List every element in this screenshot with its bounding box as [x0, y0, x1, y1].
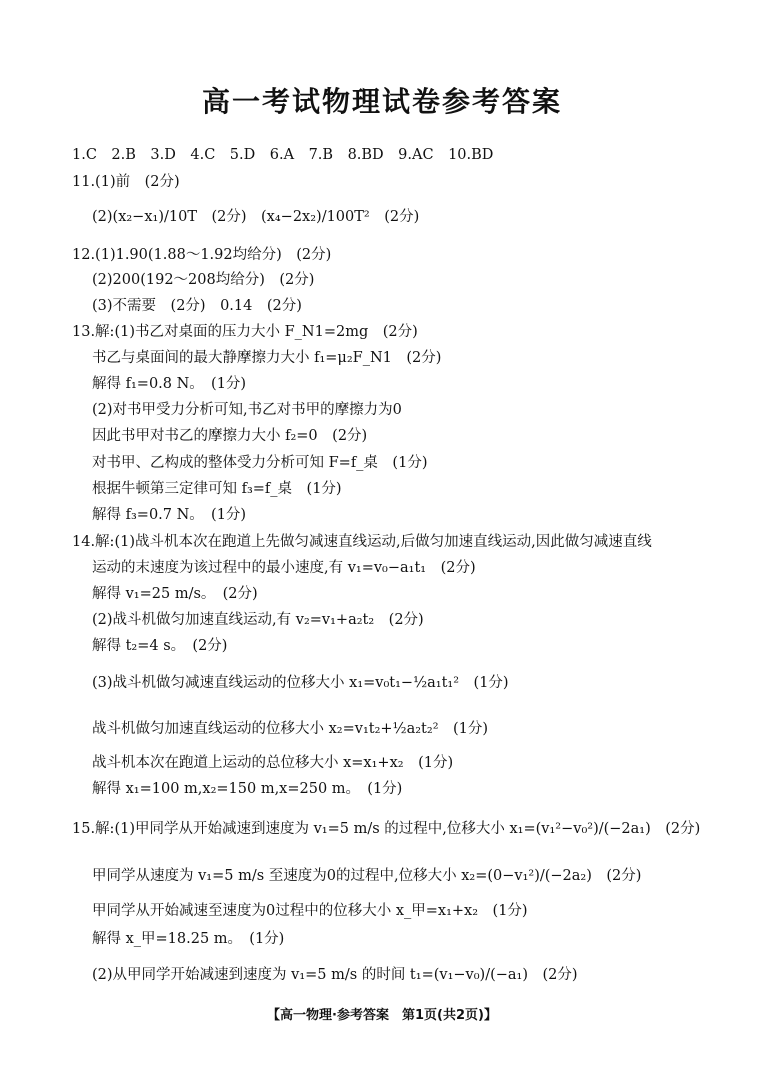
answer-line: 解得 t₂=4 s。 (2分) — [92, 638, 228, 654]
answer-line: (3)战斗机做匀减速直线运动的位移大小 x₁=v₀t₁−½a₁t₁² (1分) — [92, 675, 509, 691]
answer-line: 解得 x₁=100 m,x₂=150 m,x=250 m。 (1分) — [92, 781, 403, 797]
answer-line: 11.(1)前 (2分) — [72, 174, 180, 190]
answer-line: 运动的末速度为该过程中的最小速度,有 v₁=v₀−a₁t₁ (2分) — [92, 560, 476, 576]
answer-line: (2)(x₂−x₁)/10T (2分) (x₄−2x₂)/100T² (2分) — [92, 209, 420, 225]
answer-line: 战斗机做匀加速直线运动的位移大小 x₂=v₁t₂+½a₂t₂² (1分) — [92, 721, 489, 737]
answer-line: 因此书甲对书乙的摩擦力大小 f₂=0 (2分) — [92, 428, 368, 444]
answer-line: 根据牛顿第三定律可知 f₃=f_桌 (1分) — [92, 481, 342, 497]
answer-line: 15.解:(1)甲同学从开始减速到速度为 v₁=5 m/s 的过程中,位移大小 x₁=(v₁²−v₀²)/(−2a₁) (2分) — [72, 821, 701, 837]
answer-line: (2)从甲同学开始减速到速度为 v₁=5 m/s 的时间 t₁=(v₁−v₀)/(−a₁) (2分) — [92, 967, 578, 983]
answer-line: 解得 f₁=0.8 N。 (1分) — [92, 376, 247, 392]
page-footer: 【高一物理·参考答案 第1页(共2页)】 — [267, 1008, 497, 1023]
answer-line: 14.解:(1)战斗机本次在跑道上先做匀减速直线运动,后做匀加速直线运动,因此做匀减速直线 — [72, 534, 652, 550]
answer-line: 甲同学从速度为 v₁=5 m/s 至速度为0的过程中,位移大小 x₂=(0−v₁²)/(−2a₂) (2分) — [92, 868, 642, 884]
answer-line: 12.(1)1.90(1.88～1.92均给分) (2分) — [72, 247, 332, 263]
answer-line: (2)战斗机做匀加速直线运动,有 v₂=v₁+a₂t₂ (2分) — [92, 612, 424, 628]
answer-line: 解得 v₁=25 m/s。 (2分) — [92, 586, 258, 602]
answer-line: (3)不需要 (2分) 0.14 (2分) — [92, 298, 302, 314]
answer-line: 解得 f₃=0.7 N。 (1分) — [92, 507, 247, 523]
answer-line: (2)200(192～208均给分) (2分) — [92, 272, 315, 288]
answer-line: (2)对书甲受力分析可知,书乙对书甲的摩擦力为0 — [92, 402, 402, 418]
answer-line: 战斗机本次在跑道上运动的总位移大小 x=x₁+x₂ (1分) — [92, 755, 454, 771]
answer-line: 甲同学从开始减速至速度为0过程中的位移大小 x_甲=x₁+x₂ (1分) — [92, 903, 528, 919]
answer-line: 13.解:(1)书乙对桌面的压力大小 F_N1=2mg (2分) — [72, 324, 418, 340]
page-title: 高一考试物理试卷参考答案 — [201, 85, 562, 118]
answer-line: 解得 x_甲=18.25 m。 (1分) — [92, 931, 285, 947]
answer-line: 1.C 2.B 3.D 4.C 5.D 6.A 7.B 8.BD 9.AC 10.BD — [72, 147, 494, 163]
answer-line: 书乙与桌面间的最大静摩擦力大小 f₁=μ₂F_N1 (2分) — [92, 350, 442, 366]
answer-line: 对书甲、乙构成的整体受力分析可知 F=f_桌 (1分) — [92, 455, 428, 471]
